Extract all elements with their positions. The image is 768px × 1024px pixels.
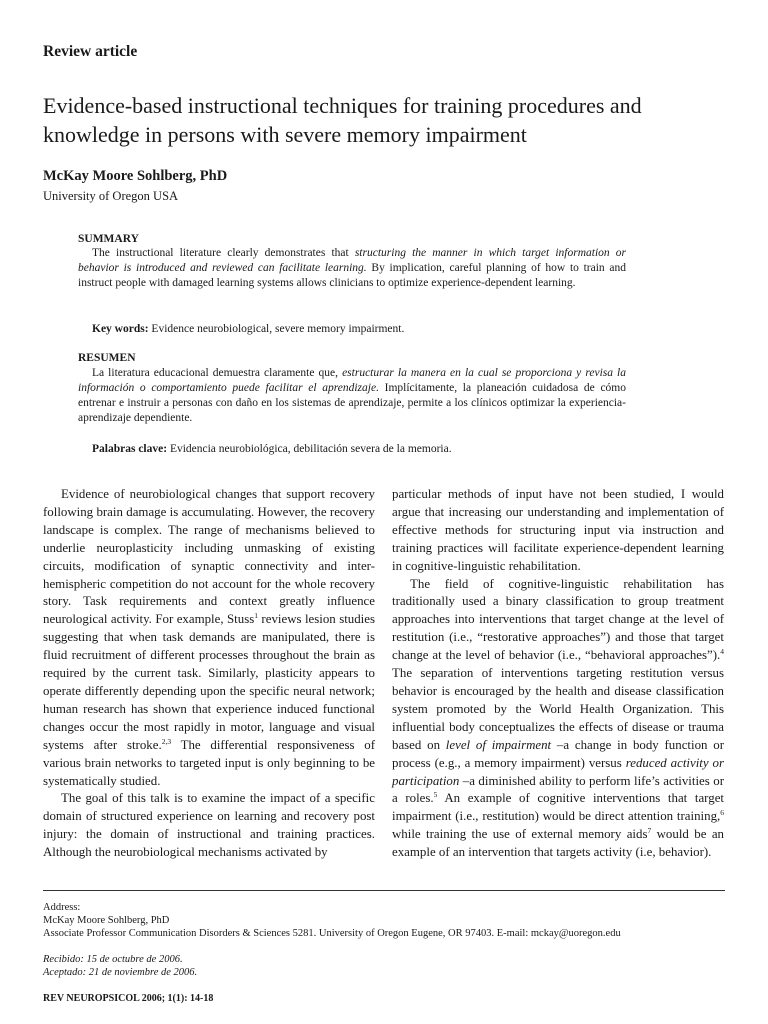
summary-text: The instructional literature clearly demonstrates that structuring the manner in which target information or behavior is introduced and reviewed can facilitate learning. By implication, careful planning of how to train and instruct people with damaged learning systems allows clinicians to optimize experience-dependent learning.	[78, 247, 627, 289]
author-affiliation: University of Oregon USA	[43, 189, 179, 203]
resumen-text: La literatura educacional demuestra claramente que, estructurar la manera en la cual se proporciona y revisa la información o comportamiento puede facilitar el aprendizaje. Implícitamente, la planeación cuidadosa de cómo entrenar e instruir a personas con daño en los sistemas de aprendizaje, permite a los clínicos optimizar la experiencia-aprendizaje dependiente.	[78, 367, 627, 424]
palabras-clave	[78, 442, 626, 457]
address-label: Address:	[43, 902, 81, 913]
address-line: Associate Professor Communication Disorders & Sciences 5281. University of Oregon Eugene, OR 97403. E-mail: mckay@uoregon.edu	[43, 928, 621, 939]
keywords	[78, 322, 626, 337]
accepted-date: Aceptado: 21 de noviembre de 2006.	[43, 967, 198, 978]
body-column-left	[43, 486, 375, 862]
received-accepted-dates	[43, 953, 197, 979]
body-paragraph: The field of cognitive-linguistic rehabilitation has traditionally used a binary classification to group treatment approaches into interventions that target change at the level of restitution (i.e., “restorative approaches”) and those that target change at the level of behavior (i.e., “behavioral approaches”).$^4$ The separation of interventions targeting restitution versus behavior is encouraged by the health and disease classification system promoted by the World Health Organization. This influential body conceptualizes the effects of disease or trauma based on level of impairment –a change in body function or process (e.g., a memory impairment) versus reduced activity or participation –a diminished ability to perform life’s activities or a roles.$^5$ An example of cognitive interventions that target impairment (i.e., restitution) would be direct attention training,$^6$ while training the use of external memory aids$^7$ would be an example of an intervention that targets activity (i.e, behavior).	[392, 576, 724, 860]
keywords-label: Key words:	[92, 323, 149, 335]
palabras-clave-label: Palabras clave:	[92, 443, 168, 455]
palabras-clave-value: Evidencia neurobiológica, debilitación severa de la memoria.	[167, 443, 452, 455]
resumen-heading: RESUMEN	[78, 352, 136, 364]
author-name: McKay Moore Sohlberg, PhD	[43, 168, 228, 184]
correspondence-address	[43, 901, 621, 940]
journal-reference: REV NEUROPSICOL 2006; 1(1): 14-18	[43, 993, 214, 1004]
body-paragraph: particular methods of input have not been studied, I would argue that increasing our understanding and implementation of effective methods for structuring input via instruction and training practices will facilitate experience-dependent learning in cognitive-linguistic rehabilitation.	[392, 487, 724, 573]
received-date: Recibido: 15 de octubre de 2006.	[43, 954, 183, 965]
body-column-right	[392, 486, 724, 862]
summary-heading: SUMMARY	[78, 233, 139, 245]
body-paragraph: Evidence of neurobiological changes that support recovery following brain damage is accumulating. However, the recovery landscape is complex. The range of mechanisms believed to underlie neuroplasticity including unmasking of existing circuits, modification of synaptic connectivity and inter-hemispheric competition do not account for the whole recovery story. Task requirements and context greatly influence neurological activity. For example, Stuss$^1$ reviews lesion studies suggesting that when task demands are manipulated, there is fluid recruitment of different processes throughout the brain as required by the current task. Similarly, plasticity appears to operate differently depending upon the specific neural network; human research has shown that experience induced functional changes occur the most rapidly in motor, language and visual systems after stroke.$^{2,3}$ The differential responsiveness of various brain networks to targeted input is only beginning to be systematically studied.	[43, 487, 376, 788]
keywords-value: Evidence neurobiological, severe memory impairment.	[148, 323, 405, 335]
body-paragraph: The goal of this talk is to examine the impact of a specific domain of structured experience on learning and recovery post injury: the domain of instructional and training practices. Although the neurobiological mechanisms activated by	[43, 791, 375, 860]
footer-divider	[43, 890, 725, 891]
article-type-label: Review article	[43, 43, 138, 60]
article-title: Evidence-based instructional techniques for training procedures and knowledge in persons with severe memory impairment	[43, 93, 642, 147]
address-name: McKay Moore Sohlberg, PhD	[43, 915, 170, 926]
